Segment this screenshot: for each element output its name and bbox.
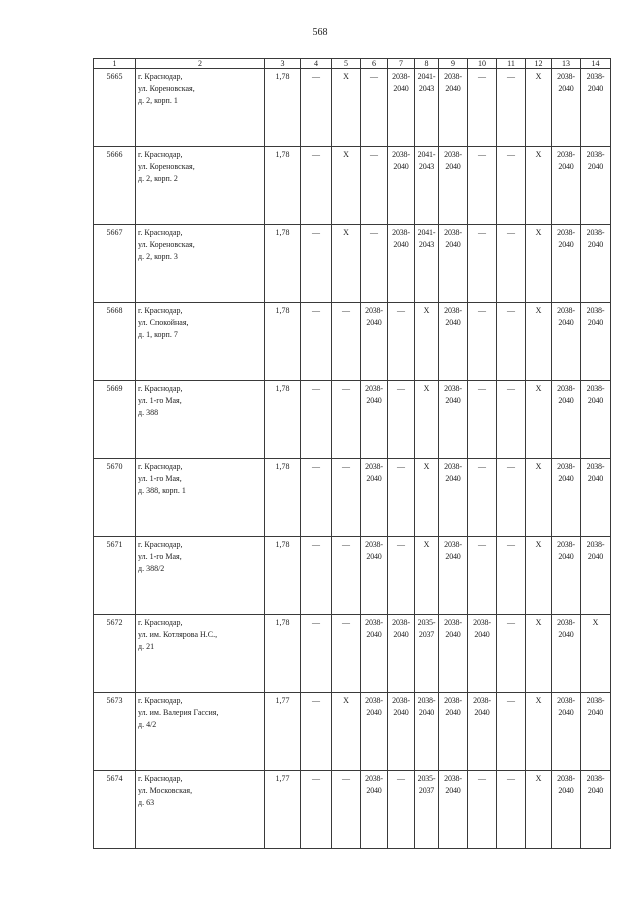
row-number: 5671 <box>94 537 136 615</box>
cell-c4: — <box>301 303 332 381</box>
cell-c6: 2038-2040 <box>361 537 388 615</box>
cell-c7: — <box>388 537 415 615</box>
cell-c13: 2038-2040 <box>552 537 581 615</box>
address-line: д. 388/2 <box>138 564 165 573</box>
column-header-4: 4 <box>301 59 332 69</box>
address-line: г. Краснодар, <box>138 72 183 81</box>
cell-c4: — <box>301 693 332 771</box>
cell-c6: 2038-2040 <box>361 771 388 849</box>
cell-c8: X <box>415 381 439 459</box>
cell-c9: 2038-2040 <box>439 147 468 225</box>
cell-c11: — <box>497 69 526 147</box>
cell-c3: 1,78 <box>265 225 301 303</box>
column-header-10: 10 <box>468 59 497 69</box>
cell-c8: X <box>415 459 439 537</box>
table-row <box>94 147 611 225</box>
cell-c10: 2038-2040 <box>468 615 497 693</box>
column-header-1: 1 <box>94 59 136 69</box>
address-line: ул. 1-го Мая, <box>138 474 182 483</box>
cell-c5: — <box>332 303 361 381</box>
table-row <box>94 69 611 147</box>
cell-c5: — <box>332 537 361 615</box>
cell-c3: 1,78 <box>265 147 301 225</box>
cell-c4: — <box>301 147 332 225</box>
cell-c14: 2038-2040 <box>581 693 611 771</box>
row-number: 5666 <box>94 147 136 225</box>
cell-c14: 2038-2040 <box>581 147 611 225</box>
cell-c3: 1,78 <box>265 381 301 459</box>
table-row <box>94 693 611 771</box>
cell-c5: — <box>332 771 361 849</box>
row-number: 5670 <box>94 459 136 537</box>
cell-c11: — <box>497 459 526 537</box>
address-line: ул. Кореновская, <box>138 84 195 93</box>
cell-c12: X <box>526 147 552 225</box>
cell-c10: — <box>468 771 497 849</box>
address-line: д. 2, корп. 3 <box>138 252 178 261</box>
cell-c10: — <box>468 459 497 537</box>
cell-c7: — <box>388 459 415 537</box>
cell-c12: X <box>526 537 552 615</box>
cell-c6: 2038-2040 <box>361 381 388 459</box>
cell-c7: — <box>388 381 415 459</box>
column-header-3: 3 <box>265 59 301 69</box>
cell-c7: — <box>388 771 415 849</box>
cell-c5: — <box>332 459 361 537</box>
cell-c14: 2038-2040 <box>581 381 611 459</box>
cell-c8: 2035-2037 <box>415 615 439 693</box>
address-cell <box>136 381 265 459</box>
address-cell <box>136 459 265 537</box>
cell-c14: 2038-2040 <box>581 771 611 849</box>
cell-c11: — <box>497 537 526 615</box>
address-cell <box>136 615 265 693</box>
cell-c13: 2038-2040 <box>552 303 581 381</box>
cell-c4: — <box>301 459 332 537</box>
row-number: 5667 <box>94 225 136 303</box>
table-row <box>94 537 611 615</box>
cell-c8: 2035-2037 <box>415 771 439 849</box>
address-line: г. Краснодар, <box>138 462 183 471</box>
address-line: д. 1, корп. 7 <box>138 330 178 339</box>
address-line: г. Краснодар, <box>138 228 183 237</box>
cell-c8: 2041-2043 <box>415 147 439 225</box>
cell-c5: X <box>332 69 361 147</box>
cell-c3: 1,77 <box>265 693 301 771</box>
address-line: г. Краснодар, <box>138 306 183 315</box>
column-header-8: 8 <box>415 59 439 69</box>
cell-c9: 2038-2040 <box>439 381 468 459</box>
address-line: ул. 1-го Мая, <box>138 396 182 405</box>
cell-c7: 2038-2040 <box>388 693 415 771</box>
cell-c12: X <box>526 381 552 459</box>
cell-c13: 2038-2040 <box>552 693 581 771</box>
address-cell <box>136 537 265 615</box>
cell-c8: 2038-2040 <box>415 693 439 771</box>
cell-c10: — <box>468 147 497 225</box>
address-line: д. 388, корп. 1 <box>138 486 186 495</box>
address-line: г. Краснодар, <box>138 384 183 393</box>
cell-c6: 2038-2040 <box>361 693 388 771</box>
cell-c4: — <box>301 537 332 615</box>
cell-c4: — <box>301 69 332 147</box>
cell-c9: 2038-2040 <box>439 771 468 849</box>
cell-c4: — <box>301 771 332 849</box>
address-cell <box>136 693 265 771</box>
cell-c7: — <box>388 303 415 381</box>
address-cell <box>136 771 265 849</box>
row-number: 5674 <box>94 771 136 849</box>
column-header-12: 12 <box>526 59 552 69</box>
address-line: ул. Московская, <box>138 786 193 795</box>
address-line: ул. Кореновская, <box>138 240 195 249</box>
column-header-7: 7 <box>388 59 415 69</box>
cell-c10: — <box>468 303 497 381</box>
address-line: г. Краснодар, <box>138 774 183 783</box>
address-cell <box>136 147 265 225</box>
table-row <box>94 381 611 459</box>
cell-c14: 2038-2040 <box>581 459 611 537</box>
cell-c11: — <box>497 771 526 849</box>
cell-c3: 1,77 <box>265 771 301 849</box>
column-header-2: 2 <box>136 59 265 69</box>
cell-c8: 2041-2043 <box>415 69 439 147</box>
address-line: д. 63 <box>138 798 155 807</box>
cell-c6: — <box>361 225 388 303</box>
cell-c12: X <box>526 693 552 771</box>
address-cell <box>136 69 265 147</box>
cell-c6: 2038-2040 <box>361 615 388 693</box>
cell-c12: X <box>526 225 552 303</box>
cell-c10: — <box>468 537 497 615</box>
cell-c7: 2038-2040 <box>388 147 415 225</box>
column-header-6: 6 <box>361 59 388 69</box>
column-header-14: 14 <box>581 59 611 69</box>
address-line: ул. Спокойная, <box>138 318 189 327</box>
cell-c11: — <box>497 615 526 693</box>
data-table <box>93 58 611 849</box>
cell-c9: 2038-2040 <box>439 693 468 771</box>
cell-c9: 2038-2040 <box>439 459 468 537</box>
address-line: д. 388 <box>138 408 159 417</box>
cell-c13: 2038-2040 <box>552 615 581 693</box>
cell-c13: 2038-2040 <box>552 381 581 459</box>
cell-c8: 2041-2043 <box>415 225 439 303</box>
cell-c11: — <box>497 693 526 771</box>
cell-c3: 1,78 <box>265 537 301 615</box>
cell-c6: 2038-2040 <box>361 459 388 537</box>
column-header-11: 11 <box>497 59 526 69</box>
cell-c8: X <box>415 537 439 615</box>
cell-c12: X <box>526 69 552 147</box>
cell-c11: — <box>497 303 526 381</box>
cell-c7: 2038-2040 <box>388 225 415 303</box>
address-line: д. 2, корп. 2 <box>138 174 178 183</box>
cell-c4: — <box>301 615 332 693</box>
table-row <box>94 303 611 381</box>
row-number: 5672 <box>94 615 136 693</box>
page-number: 568 <box>312 27 328 38</box>
cell-c14: 2038-2040 <box>581 69 611 147</box>
cell-c13: 2038-2040 <box>552 225 581 303</box>
cell-c5: — <box>332 615 361 693</box>
cell-c12: X <box>526 459 552 537</box>
cell-c14: 2038-2040 <box>581 225 611 303</box>
cell-c5: X <box>332 147 361 225</box>
table-body <box>94 59 611 849</box>
cell-c6: — <box>361 147 388 225</box>
cell-c12: X <box>526 303 552 381</box>
cell-c14: X <box>581 615 611 693</box>
cell-c4: — <box>301 381 332 459</box>
cell-c9: 2038-2040 <box>439 615 468 693</box>
cell-c9: 2038-2040 <box>439 537 468 615</box>
cell-c6: — <box>361 69 388 147</box>
cell-c10: — <box>468 225 497 303</box>
address-cell <box>136 225 265 303</box>
cell-c14: 2038-2040 <box>581 537 611 615</box>
cell-c13: 2038-2040 <box>552 459 581 537</box>
cell-c10: — <box>468 69 497 147</box>
address-line: ул. им. Котлярова Н.С., <box>138 630 218 639</box>
cell-c8: X <box>415 303 439 381</box>
cell-c13: 2038-2040 <box>552 69 581 147</box>
cell-c11: — <box>497 225 526 303</box>
address-line: г. Краснодар, <box>138 618 183 627</box>
row-number: 5673 <box>94 693 136 771</box>
row-number: 5665 <box>94 69 136 147</box>
cell-c12: X <box>526 615 552 693</box>
column-header-13: 13 <box>552 59 581 69</box>
table-header-row <box>94 59 611 69</box>
address-line: г. Краснодар, <box>138 150 183 159</box>
cell-c7: 2038-2040 <box>388 615 415 693</box>
cell-c7: 2038-2040 <box>388 69 415 147</box>
address-line: ул. 1-го Мая, <box>138 552 182 561</box>
cell-c13: 2038-2040 <box>552 771 581 849</box>
cell-c5: X <box>332 225 361 303</box>
cell-c11: — <box>497 381 526 459</box>
row-number: 5669 <box>94 381 136 459</box>
address-cell <box>136 303 265 381</box>
cell-c9: 2038-2040 <box>439 69 468 147</box>
address-line: д. 4/2 <box>138 720 157 729</box>
cell-c6: 2038-2040 <box>361 303 388 381</box>
column-header-9: 9 <box>439 59 468 69</box>
address-line: г. Краснодар, <box>138 696 183 705</box>
cell-c4: — <box>301 225 332 303</box>
cell-c10: — <box>468 381 497 459</box>
row-number: 5668 <box>94 303 136 381</box>
cell-c13: 2038-2040 <box>552 147 581 225</box>
cell-c14: 2038-2040 <box>581 303 611 381</box>
cell-c9: 2038-2040 <box>439 225 468 303</box>
cell-c11: — <box>497 147 526 225</box>
cell-c5: — <box>332 381 361 459</box>
cell-c10: 2038-2040 <box>468 693 497 771</box>
table-row <box>94 459 611 537</box>
cell-c12: X <box>526 771 552 849</box>
address-line: г. Краснодар, <box>138 540 183 549</box>
cell-c3: 1,78 <box>265 303 301 381</box>
table-row <box>94 771 611 849</box>
cell-c9: 2038-2040 <box>439 303 468 381</box>
address-line: д. 21 <box>138 642 155 651</box>
cell-c3: 1,78 <box>265 459 301 537</box>
cell-c3: 1,78 <box>265 69 301 147</box>
cell-c3: 1,78 <box>265 615 301 693</box>
address-line: ул. им. Валерия Гассия, <box>138 708 219 717</box>
cell-c5: X <box>332 693 361 771</box>
address-line: ул. Кореновская, <box>138 162 195 171</box>
table-row <box>94 615 611 693</box>
column-header-5: 5 <box>332 59 361 69</box>
address-line: д. 2, корп. 1 <box>138 96 178 105</box>
table-row <box>94 225 611 303</box>
